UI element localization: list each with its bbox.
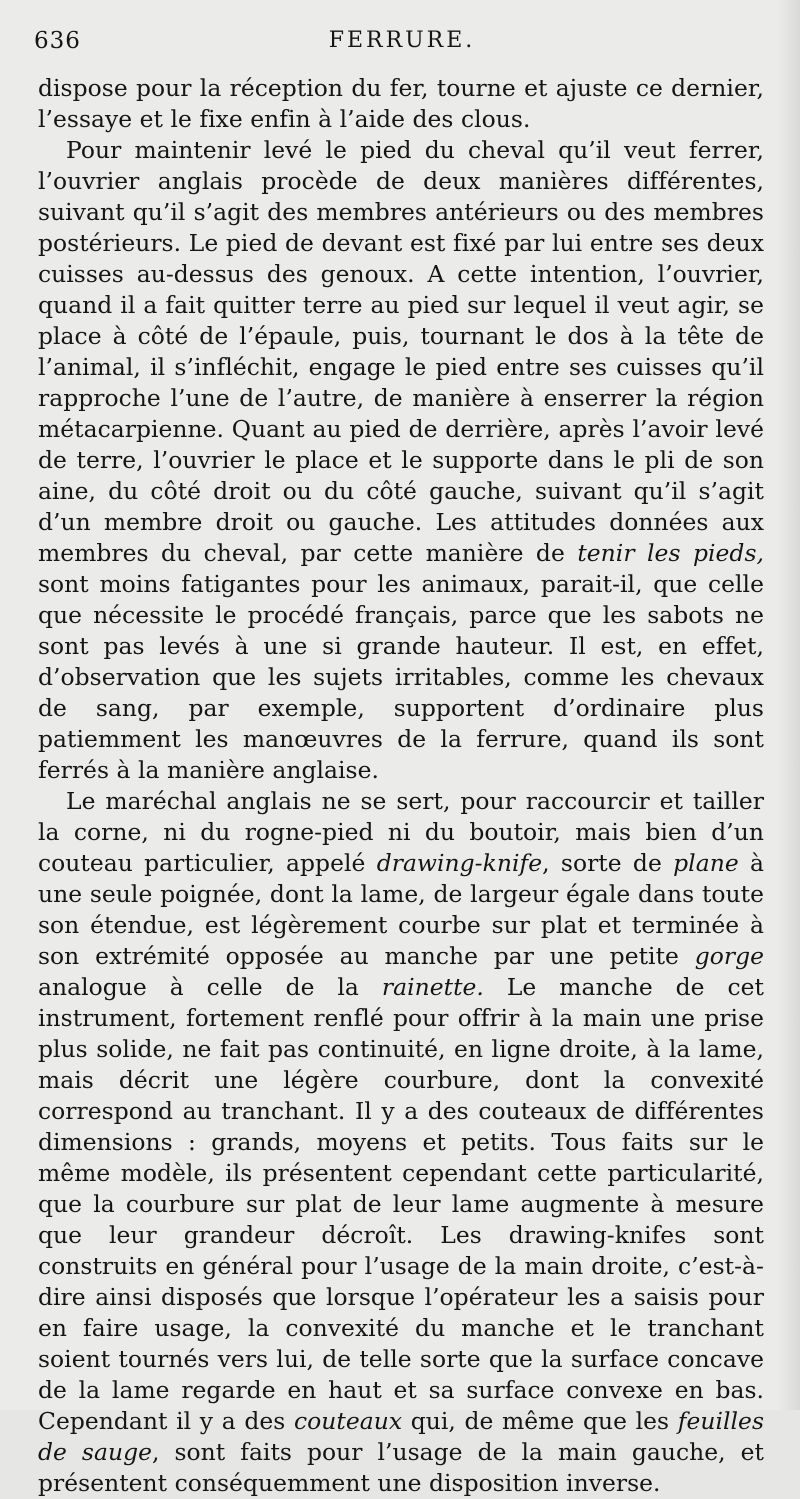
text-run: qui, de même que les [402, 1407, 678, 1435]
text-run: Le manche de cet instrument, fortement renflé pour offrir à la main une prise plus solide, ne fait pas continuité, en ligne droite, à la lame, mais décrit une légère courbure, dont la convexité correspond au tranchant. Il y a des couteaux de différentes dimensions : grands, moyens et petits. Tous faits sur le même modèle, ils présentent cependant cette particularité, que la courbure sur plat de leur lame augmente à mesure que leur grandeur décroît. Les drawing-knifes sont construits en général pour l’usage de la main droite, c’est-à-dire ainsi disposés que lorsque l’opérateur les a saisis pour en faire usage, la convexité du manche et le tranchant soient tournés vers lui, de telle sorte que la surface concave de la lame regarde en haut et sa surface convexe en bas. Cependant il y a des [38, 973, 764, 1435]
body-text [38, 73, 764, 1499]
text-run: sont moins fatigantes pour les animaux, parait-il, que celle que nécessite le procédé français, parce que les sabots ne sont pas levés à une si grande hauteur. Il est, en effet, d’observation que les sujets irritables, comme les chevaux de sang, par exemple, supportent d’ordinaire plus patiemment les manœuvres de la ferrure, quand ils sont ferrés à la manière anglaise. [38, 570, 764, 784]
italic-term-drawing-knife: drawing-knife [376, 849, 543, 877]
page-number: 636 [34, 28, 81, 54]
italic-term-rainette: rainette. [381, 973, 484, 1001]
text-run: Pour maintenir levé le pied du cheval qu’il veut ferrer, l’ouvrier anglais procède de deux manières différentes, suivant qu’il s’agit des membres antérieurs ou des membres postérieurs. Le pied de devant est fixé par lui entre ses deux cuisses au-dessus des genoux. A cette intention, l’ouvrier, quand il a fait quitter terre au pied sur lequel il veut agir, se place à côté de l’épaule, puis, tournant le dos à la tête de l’animal, il s’infléchit, engage le pied entre ses cuisses qu’il rapproche l’une de l’autre, de manière à enserrer la région métacarpienne. Quant au pied de derrière, après l’avoir levé de terre, l’ouvrier le place et le supporte dans le pli de son aine, du côté droit ou du côté gauche, suivant qu’il s’agit d’un membre droit ou gauche. Les attitudes données aux membres du cheval, par cette manière de [38, 136, 764, 567]
text-run: dispose pour la réception du fer, tourne et ajuste ce dernier, l’essaye et le fixe enfin à l’aide des clous. [38, 74, 764, 133]
paragraph-continuation [38, 73, 764, 135]
text-run: , sorte de [542, 849, 674, 877]
italic-term-couteaux: couteaux [293, 1407, 403, 1435]
paragraph-holding-foot [38, 135, 764, 786]
italic-term-plane: plane [673, 849, 739, 877]
text-run: Le maréchal anglais ne se sert, pour raccourcir et tailler la corne, ni du rogne-pied ni du boutoir, mais bien d’un couteau particulier, appelé [38, 787, 764, 877]
text-run: , sont faits pour l’usage de la main gauche, et présentent conséquemment une disposition inverse. [38, 1438, 764, 1497]
text-run: à une seule poignée, dont la lame, de largeur égale dans toute son étendue, est légèrement courbe sur plat et terminée à son extrémité opposée au manche par une petite [38, 849, 765, 970]
text-run: analogue à celle de la [38, 973, 382, 1001]
running-title: FERRURE. [328, 28, 476, 53]
italic-term-tenir-les-pieds: tenir les pieds, [577, 539, 764, 567]
italic-term-feuilles-de-sauge: feuilles de sauge [38, 1407, 765, 1466]
paragraph-drawing-knife [38, 786, 764, 1499]
running-head [34, 28, 770, 62]
italic-term-gorge: gorge [694, 942, 764, 970]
